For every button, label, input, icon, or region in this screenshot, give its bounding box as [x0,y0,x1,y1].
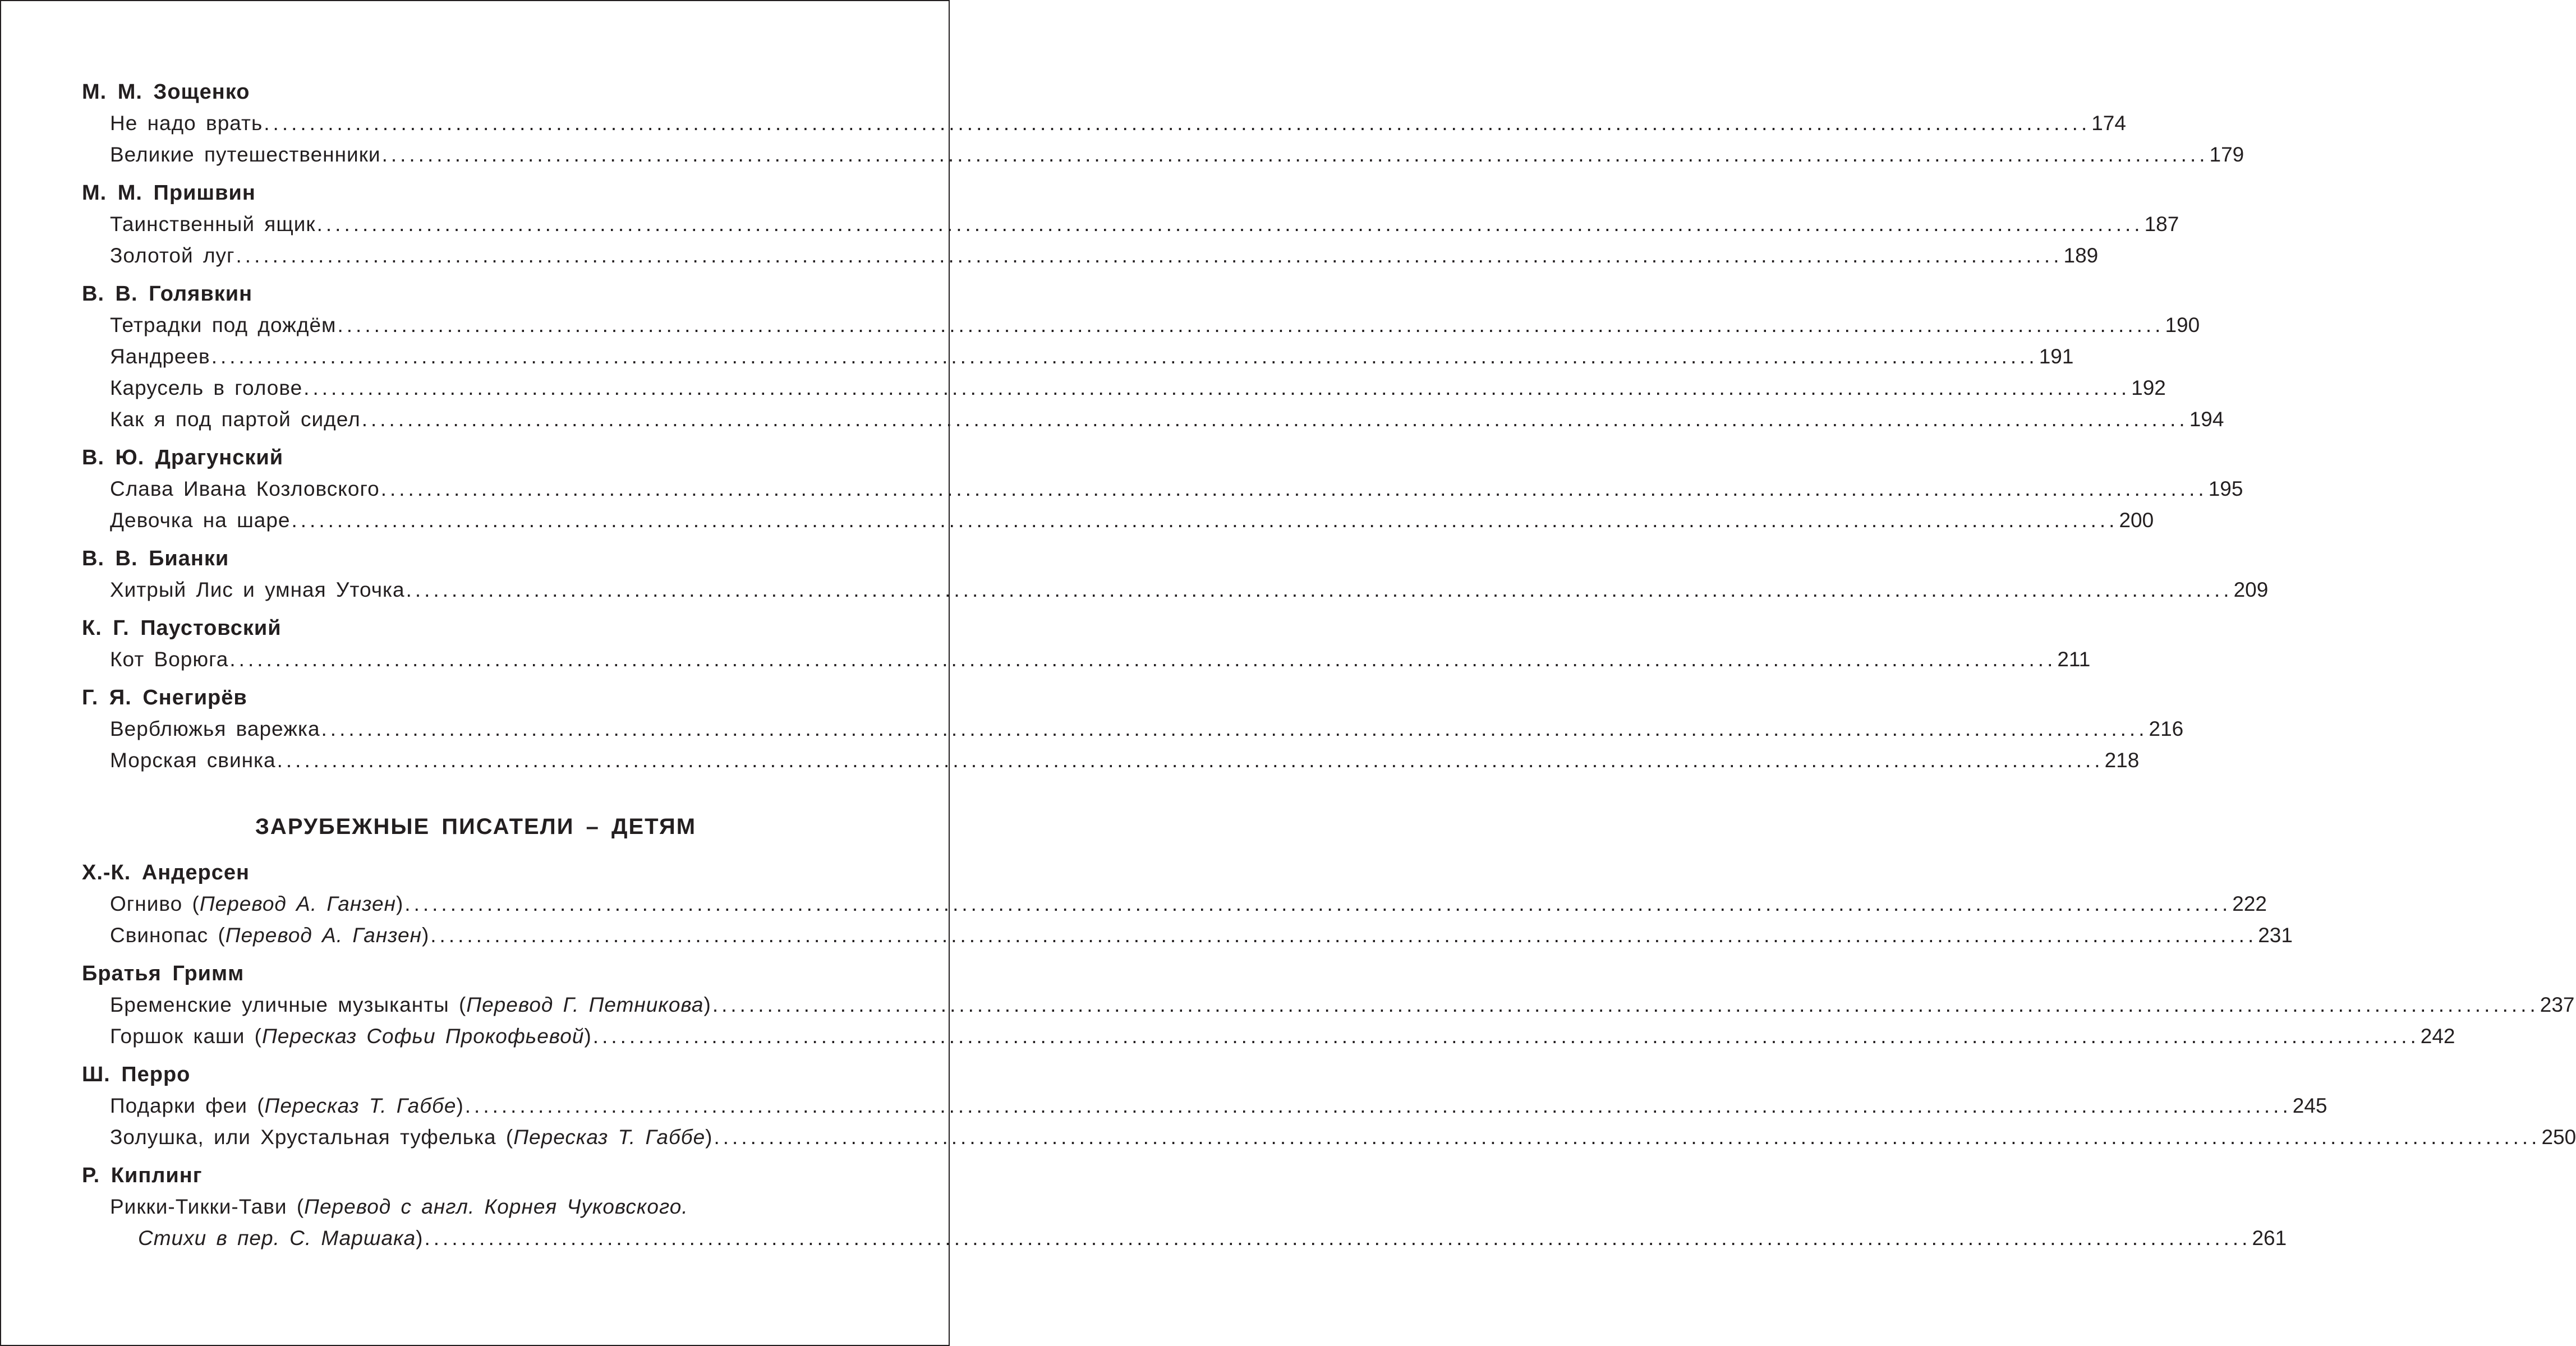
author-heading: Р. Киплинг [82,1164,203,1187]
entry-title: Золушка, или Хрустальная туфелька (Пересказ Т. Габбе) [110,1122,712,1153]
toc-entry[interactable] [110,473,2243,505]
toc-entry[interactable] [110,989,2575,1021]
translator-note: Пересказ Софьи Прокофьевой [261,1025,585,1048]
toc-entry[interactable] [110,920,2293,951]
author-heading: В. Ю. Драгунский [82,446,284,469]
entry-title: Яандреев [110,341,210,372]
entry-title: Верблюжья варежка [110,713,320,745]
author-heading: Г. Я. Снегирёв [82,686,247,709]
dot-leader: ........................................................................................................................................................................................................ [361,408,2188,431]
toc-entry[interactable] [110,372,2166,404]
entry-title-text: Подарки феи [110,1094,247,1117]
dot-leader: ........................................................................................................................................................................................................ [714,1126,2541,1149]
entry-title-text: Свинопас [110,924,209,947]
page-number: 216 [2149,717,2184,740]
toc-entry[interactable] [110,888,2267,920]
toc-entry[interactable] [110,341,2074,372]
translator-note: Пересказ Т. Габбе [513,1126,706,1149]
dot-leader: ........................................................................................................................................................................................................ [264,112,2091,135]
dot-leader: ........................................................................................................................................................................................................ [236,244,2063,267]
author-heading: К. Г. Паустовский [82,616,282,640]
toc-entry[interactable] [110,1090,2327,1122]
page-number: 209 [2233,578,2269,601]
page-number: 211 [2057,648,2091,671]
toc-entry[interactable] [110,505,2154,536]
entry-title: Девочка на шаре [110,505,290,536]
toc-entry[interactable] [110,310,2200,341]
entry-title: Великие путешественники [110,139,381,170]
entry-title: Кот Ворюга [110,644,228,675]
toc-entry[interactable] [110,644,2091,675]
page-number: 195 [2208,477,2243,500]
author-heading: М. М. Пришвин [82,181,256,205]
page-number: 222 [2232,892,2267,915]
entry-title: Не надо врать [110,108,263,139]
entry-title: Горшок каши (Пересказ Софьи Прокофьевой) [110,1021,592,1052]
entry-title: Стихи в пер. С. Маршака) [138,1223,423,1254]
author-heading: Х.-К. Андерсен [82,861,250,884]
dot-leader: ........................................................................................................................................................................................................ [321,717,2148,740]
translator-note: Пересказ Т. Габбе [264,1094,457,1117]
dot-leader: ........................................................................................................................................................................................................ [316,213,2143,236]
entry-title: Бременские уличные музыканты (Перевод Г. Петникова) [110,989,711,1021]
dot-leader: ........................................................................................................................................................................................................ [424,1227,2251,1250]
toc-entry[interactable] [110,108,2126,139]
page-number: 242 [2420,1025,2455,1048]
entry-title: Подарки феи (Пересказ Т. Габбе) [110,1090,464,1122]
dot-leader: ........................................................................................................................................................................................................ [464,1094,2292,1117]
author-heading: В. В. Бианки [82,547,229,570]
dot-leader: ........................................................................................................................................................................................................ [404,892,2232,915]
page-number: 187 [2144,213,2179,236]
entry-title: Огниво (Перевод А. Ганзен) [110,888,403,920]
toc-entry[interactable] [110,139,2244,170]
author-heading: Ш. Перро [82,1063,191,1086]
toc-entry[interactable] [110,1021,2455,1052]
author-heading: Братья Гримм [82,962,245,985]
entry-title: Золотой луг [110,240,235,271]
author-heading: М. М. Зощенко [82,80,250,104]
page-number: 261 [2252,1227,2287,1250]
dot-leader: ........................................................................................................................................................................................................ [291,509,2118,532]
toc-entry[interactable] [110,404,2224,435]
toc-entry[interactable] [110,574,2269,606]
entry-title: Свинопас (Перевод А. Ганзен) [110,920,429,951]
page-number: 191 [2039,345,2074,368]
entry-title: Как я под партой сидел [110,404,361,435]
toc-entry[interactable] [110,713,2184,745]
dot-leader: ........................................................................................................................................................................................................ [380,477,2207,500]
entry-line-2 [110,1223,2287,1254]
dot-leader: ........................................................................................................................................................................................................ [592,1025,2419,1048]
section-heading: ЗАРУБЕЖНЫЕ ПИСАТЕЛИ – ДЕТЯМ [255,814,697,839]
page-number: 245 [2292,1094,2327,1117]
dot-leader: ........................................................................................................................................................................................................ [211,345,2038,368]
translator-note: Перевод А. Ганзен [199,892,396,915]
entry-title: Таинственный ящик [110,209,316,240]
page-number: 192 [2131,376,2166,399]
page-number: 190 [2165,314,2200,336]
author-heading: В. В. Голявкин [82,282,253,306]
entry-title-text: Бременские уличные музыканты [110,993,449,1016]
entry-title: Слава Ивана Козловского [110,473,380,505]
translator-note: Стихи в пер. С. Маршака [138,1227,416,1250]
dot-leader: ........................................................................................................................................................................................................ [712,993,2539,1016]
page-number: 179 [2209,143,2244,166]
entry-title-text: Горшок каши [110,1025,245,1048]
page-number: 174 [2091,112,2126,135]
dot-leader: ........................................................................................................................................................................................................ [430,924,2257,947]
dot-leader: ........................................................................................................................................................................................................ [277,749,2104,772]
page-number: 218 [2104,749,2140,772]
toc-entry[interactable] [110,1191,2287,1254]
dot-leader: ........................................................................................................................................................................................................ [406,578,2233,601]
translator-note: Перевод А. Ганзен [225,924,422,947]
page-number: 250 [2541,1126,2576,1149]
entry-title-text: Огниво [110,892,183,915]
page-number: 200 [2119,509,2154,532]
page-number: 189 [2063,244,2099,267]
entry-title: Морская свинка [110,745,276,776]
dot-leader: ........................................................................................................................................................................................................ [229,648,2057,671]
page-number: 194 [2189,408,2224,431]
entry-title: Тетрадки под дождём [110,310,336,341]
table-of-contents [82,80,2576,1254]
translator-note: Перевод Г. Петникова [466,993,704,1016]
toc-entry[interactable] [110,240,2099,271]
dot-leader: ........................................................................................................................................................................................................ [337,314,2164,336]
dot-leader: ........................................................................................................................................................................................................ [303,376,2131,399]
page-number: 231 [2258,924,2293,947]
entry-title: Хитрый Лис и умная Уточка [110,574,405,606]
dot-leader: ........................................................................................................................................................................................................ [381,143,2209,166]
translator-note: Перевод с англ. Корнея Чуковского. [304,1195,688,1218]
toc-entry[interactable] [110,209,2179,240]
entry-title: Карусель в голове [110,372,302,404]
entry-title-text: Золушка, или Хрустальная туфелька [110,1126,496,1149]
page-number: 237 [2540,993,2575,1016]
toc-entry[interactable] [110,745,2140,776]
entry-line-1: Рикки-Тикки-Тави (Перевод с англ. Корнея Чуковского. [110,1195,688,1218]
entry-title-text: Рикки-Тикки-Тави [110,1195,287,1218]
toc-entry[interactable] [110,1122,2576,1153]
